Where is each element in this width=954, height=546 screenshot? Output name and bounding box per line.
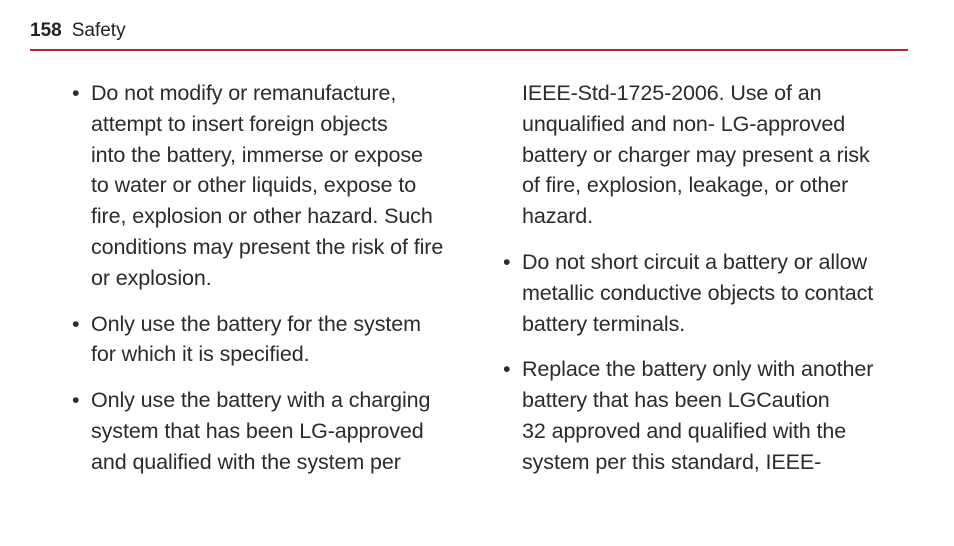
bullet-item <box>503 354 913 477</box>
text-line: system per this standard, IEEE- <box>522 449 822 474</box>
bullet-icon: • <box>503 357 511 382</box>
page-number: 158 <box>30 20 62 41</box>
header-divider <box>30 49 908 51</box>
text-line: battery or charger may present a risk <box>522 142 870 167</box>
bullet-item <box>72 78 482 294</box>
bullet-icon: • <box>72 311 80 336</box>
text-line: Do not modify or remanufacture, <box>91 81 397 105</box>
text-line: system that has been LG-approved <box>91 418 424 443</box>
text-line: for which it is specified. <box>91 342 310 367</box>
text-line: Replace the battery only with another <box>522 357 874 382</box>
text-line: Only use the battery with a charging <box>91 388 431 413</box>
text-line: unqualified and non- LG-approved <box>522 111 846 136</box>
left-column <box>72 78 482 493</box>
text-line: attempt to insert foreign objects <box>91 111 388 136</box>
text-line: battery that has been LGCaution <box>522 388 830 413</box>
bullet-item <box>72 309 482 371</box>
page-header <box>30 20 126 46</box>
text-line: conditions may present the risk of fire <box>91 234 444 259</box>
bullet-icon: • <box>72 388 80 413</box>
text-line: hazard. <box>522 204 594 229</box>
bullet-item <box>503 247 913 339</box>
text-line: of fire, explosion, leakage, or other <box>522 173 849 198</box>
right-column <box>503 78 913 493</box>
bullet-icon: • <box>72 81 80 105</box>
text-line: to water or other liquids, expose to <box>91 173 417 198</box>
text-line: or explosion. <box>91 265 212 290</box>
text-line: metallic conductive objects to contact <box>522 280 874 305</box>
continued-paragraph <box>503 78 913 232</box>
text-line: and qualified with the system per <box>91 449 401 474</box>
text-line: battery terminals. <box>522 311 686 336</box>
text-line: into the battery, immerse or expose <box>91 142 423 167</box>
text-line: fire, explosion or other hazard. Such <box>91 204 433 229</box>
text-line: 32 approved and qualified with the <box>522 418 847 443</box>
bullet-item <box>72 385 482 477</box>
text-line: Only use the battery for the system <box>91 311 421 336</box>
bullet-icon: • <box>503 249 511 274</box>
section-title: Safety <box>71 20 126 41</box>
text-line: Do not short circuit a battery or allow <box>522 249 868 274</box>
text-line: IEEE-Std-1725-2006. Use of an <box>522 81 822 105</box>
